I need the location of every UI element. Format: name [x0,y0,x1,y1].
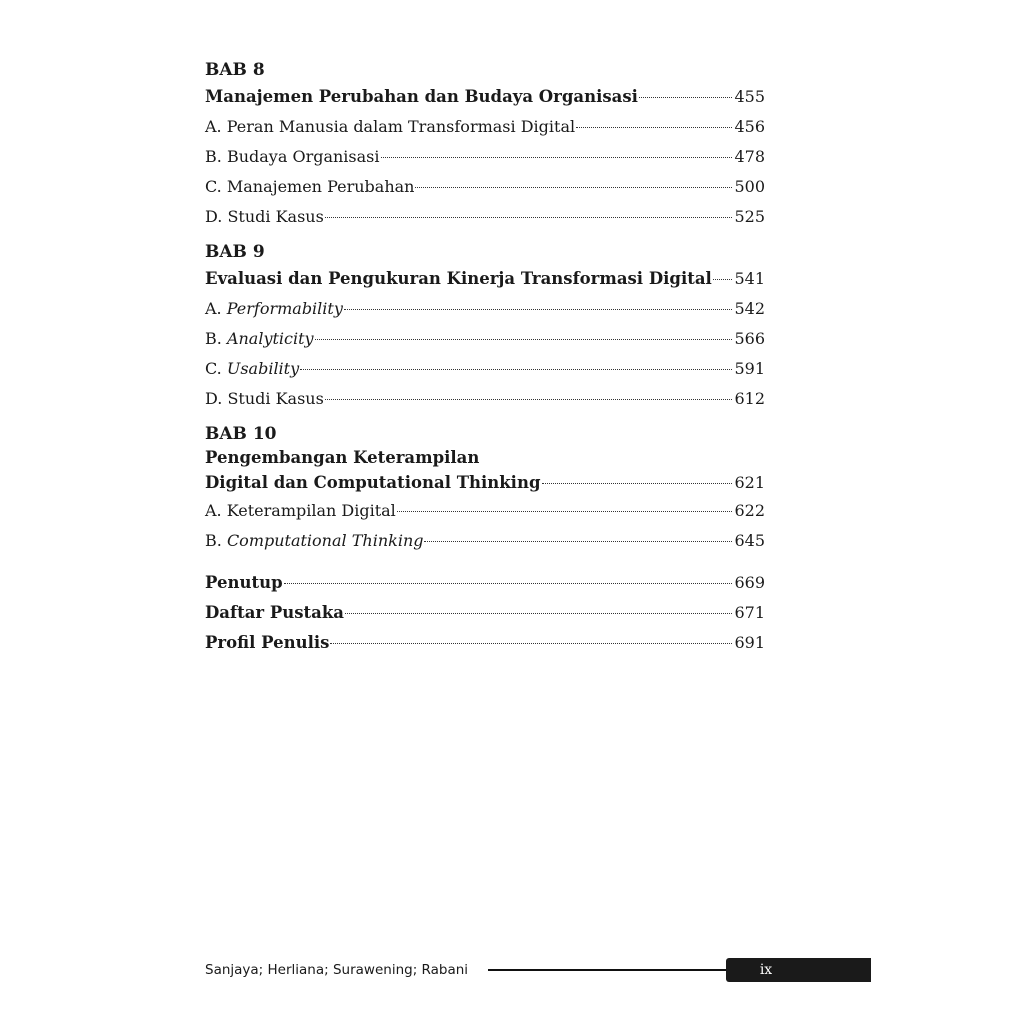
dot-leader [415,187,732,188]
section-prefix: B. [205,329,227,348]
section-prefix: C. [205,177,227,196]
page-number: 645 [734,531,765,550]
dot-leader [397,511,733,512]
dot-leader [381,157,733,158]
section-title [205,202,324,232]
toc-entry-backmatter[interactable] [205,628,765,658]
page-number: 591 [734,359,765,378]
section-prefix: A. [205,299,227,318]
section-title [205,384,324,414]
page-number: 478 [734,147,765,166]
page-number: 612 [734,389,765,408]
section-title [205,324,314,354]
page-number: 500 [734,177,765,196]
toc-entry[interactable] [205,172,765,202]
page-number: 691 [734,633,765,652]
spacer [205,556,765,568]
backmatter-title: Profil Penulis [205,633,330,652]
section-prefix: D. [205,207,228,226]
toc-entry[interactable] [205,294,765,324]
page-number: 455 [734,87,765,106]
toc-entry[interactable] [205,496,765,526]
spacer [205,414,765,422]
section-title [205,526,423,556]
chapter-label: BAB 9 [205,242,265,262]
section-text: Keterampilan Digital [226,501,396,520]
dot-leader [345,613,732,614]
dot-leader [315,339,733,340]
section-title [205,142,380,172]
page-number: 456 [734,117,765,136]
backmatter-title: Daftar Pustaka [205,603,344,622]
section-prefix: B. [205,531,227,550]
section-prefix: A. [205,501,227,520]
backmatter-title: Penutup [205,573,283,592]
chapter-title-line: Pengembangan Keterampilan [205,448,480,467]
table-of-contents [205,58,765,658]
toc-entry[interactable] [205,354,765,384]
section-text: Analyticity [226,329,314,348]
toc-entry[interactable] [205,112,765,142]
toc-entry-chapter[interactable] [205,470,765,496]
dot-leader [576,127,732,128]
page-number: 542 [734,299,765,318]
section-prefix: C. [205,359,227,378]
toc-entry[interactable] [205,202,765,232]
footer-rule [488,969,728,971]
section-text: Usability [226,359,300,378]
toc-entry[interactable] [205,142,765,172]
section-title [205,496,396,526]
chapter-title: Digital dan Computational Thinking [205,473,541,492]
dot-leader [542,483,733,484]
toc-entry-chapter[interactable] [205,82,765,112]
section-text: Budaya Organisasi [226,147,380,166]
dot-leader [424,541,732,542]
section-text: Computational Thinking [226,531,424,550]
footer-authors: Sanjaya; Herliana; Surawening; Rabani [205,962,469,978]
toc-entry[interactable] [205,324,765,354]
section-text: Manajemen Perubahan [226,177,415,196]
section-prefix: B. [205,147,227,166]
dot-leader [713,279,733,280]
section-title [205,112,575,142]
section-title [205,354,299,384]
page-number: 541 [734,269,765,288]
section-prefix: A. [205,117,227,136]
section-text: Peran Manusia dalam Transformasi Digital [226,117,576,136]
toc-entry-backmatter[interactable] [205,598,765,628]
page-number: 669 [734,573,765,592]
dot-leader [344,309,733,310]
chapter-label: BAB 10 [205,424,277,444]
chapter-title: Evaluasi dan Pengukuran Kinerja Transformasi Digital [205,269,712,288]
toc-entry[interactable] [205,384,765,414]
dot-leader [300,369,732,370]
toc-entry-chapter[interactable] [205,264,765,294]
dot-leader [330,643,732,644]
toc-entry[interactable] [205,526,765,556]
page-number: 621 [734,473,765,492]
dot-leader [325,217,733,218]
section-title [205,294,343,324]
chapter-title: Manajemen Perubahan dan Budaya Organisasi [205,87,638,106]
section-text: Performability [226,299,343,318]
toc-entry-backmatter[interactable] [205,568,765,598]
dot-leader [639,97,733,98]
page-number: 525 [734,207,765,226]
dot-leader [284,583,733,584]
chapter-label: BAB 8 [205,60,265,80]
page-number: 671 [734,603,765,622]
spacer [205,232,765,240]
section-text: Studi Kasus [227,389,324,408]
section-prefix: D. [205,389,228,408]
dot-leader [325,399,733,400]
section-text: Studi Kasus [227,207,324,226]
page-number: 622 [734,501,765,520]
section-title [205,172,414,202]
footer-page-number: ix [759,962,773,978]
page-number: 566 [734,329,765,348]
